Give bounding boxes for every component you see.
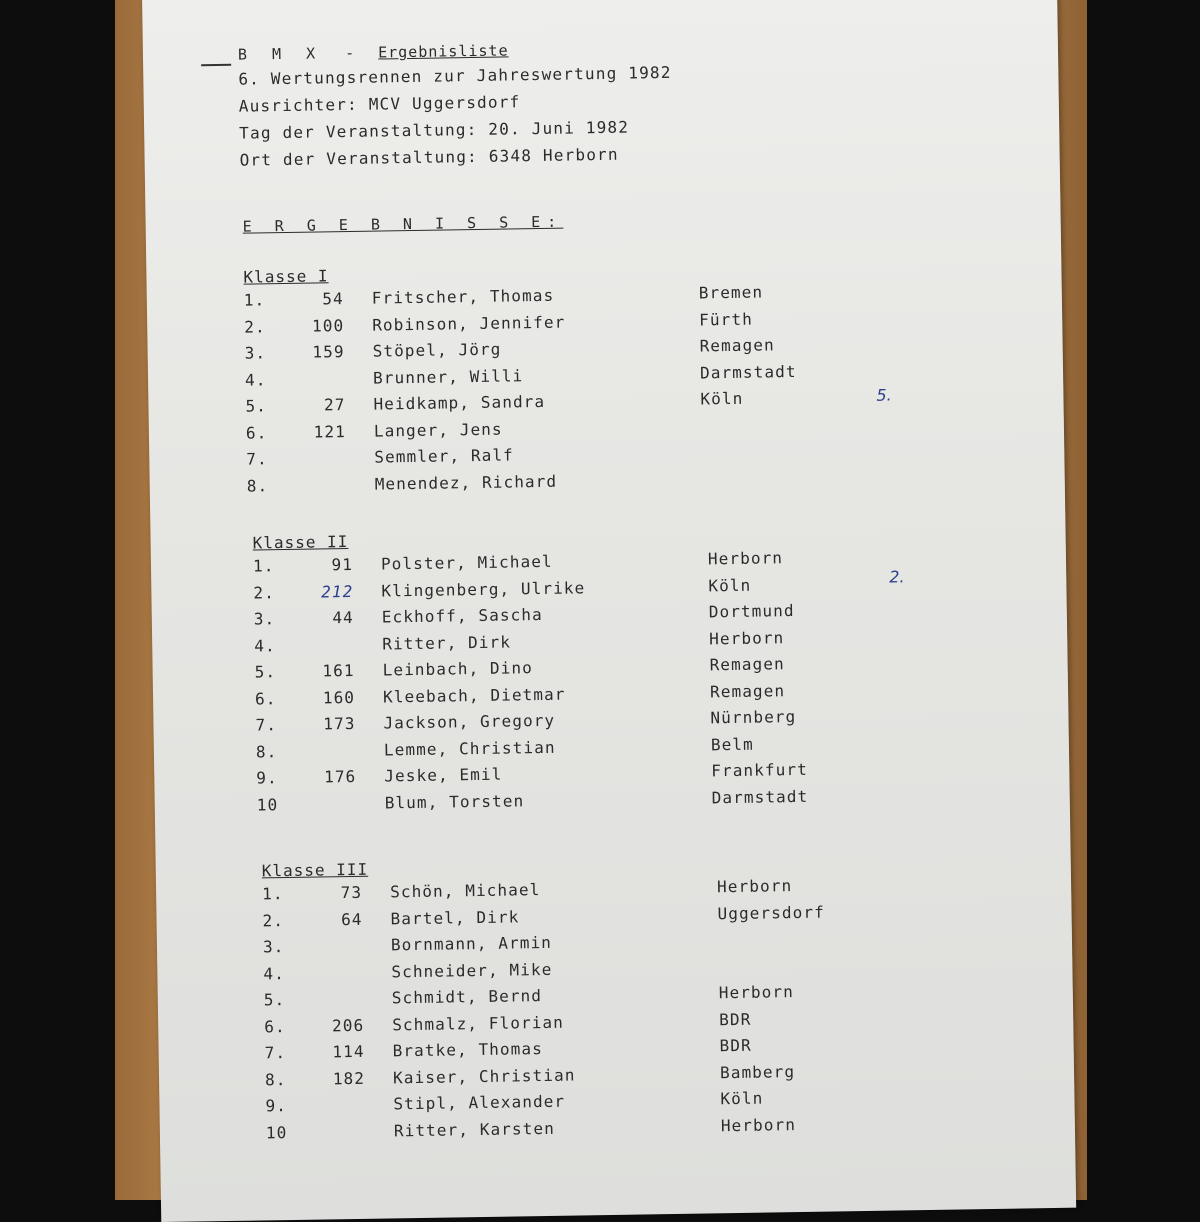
rank-cell: 6. bbox=[254, 688, 277, 708]
rank-cell: 4. bbox=[263, 963, 286, 983]
club-city-cell: BDR bbox=[719, 1009, 752, 1029]
rider-name-cell: Schmidt, Bernd bbox=[391, 986, 543, 1008]
start-number-cell: 73 bbox=[340, 882, 363, 903]
info-line-organizer: Ausrichter: MCV Uggersdorf bbox=[238, 92, 521, 116]
result-row bbox=[256, 759, 809, 795]
result-row bbox=[244, 361, 797, 397]
rider-name-cell: Eckhoff, Sascha bbox=[381, 604, 543, 627]
rider-name-cell: Brunner, Willi bbox=[372, 365, 524, 388]
title-bmx: B M X bbox=[237, 44, 324, 64]
result-row bbox=[246, 445, 514, 476]
result-row bbox=[262, 902, 825, 937]
rank-cell: 8. bbox=[246, 475, 269, 496]
rank-cell: 10 bbox=[265, 1122, 288, 1142]
rider-name-cell: Schneider, Mike bbox=[391, 959, 553, 981]
start-number-cell: 173 bbox=[323, 713, 356, 734]
rank-cell: 1. bbox=[262, 884, 284, 904]
staple-mark bbox=[201, 64, 231, 66]
handwritten-mark: 5. bbox=[876, 385, 892, 405]
rider-name-cell: Polster, Michael bbox=[380, 551, 553, 574]
class-title: Klasse I bbox=[243, 266, 329, 287]
start-number-cell: 176 bbox=[323, 766, 357, 787]
start-number-cell bbox=[328, 1121, 366, 1122]
rider-name-cell: Jackson, Gregory bbox=[383, 710, 556, 733]
rider-name-cell: Lemme, Christian bbox=[383, 737, 556, 759]
rider-name-cell: Bornmann, Armin bbox=[390, 932, 553, 955]
result-row bbox=[264, 1009, 752, 1043]
rider-name-cell: Kaiser, Christian bbox=[392, 1065, 576, 1087]
start-number-cell: 64 bbox=[340, 909, 363, 929]
rank-cell: 3. bbox=[244, 343, 267, 363]
club-city-cell: Remagen bbox=[699, 335, 775, 356]
rider-name-cell: Ritter, Dirk bbox=[382, 631, 512, 653]
class-section-3 bbox=[261, 859, 825, 1150]
club-city-cell: Dortmund bbox=[708, 601, 795, 622]
start-number-cell bbox=[326, 989, 364, 990]
start-number-cell: 159 bbox=[312, 342, 345, 362]
result-row bbox=[255, 706, 797, 742]
rank-cell: 7. bbox=[255, 715, 278, 735]
club-city-cell: Remagen bbox=[709, 654, 785, 675]
result-row bbox=[254, 627, 785, 663]
rank-cell: 8. bbox=[255, 741, 278, 761]
rider-name-cell: Blum, Torsten bbox=[384, 790, 525, 812]
title-dash: - bbox=[344, 43, 357, 63]
club-city-cell: Remagen bbox=[709, 680, 786, 701]
rider-name-cell: Schön, Michael bbox=[389, 880, 541, 902]
rank-cell: 3. bbox=[262, 937, 285, 957]
start-number-cell bbox=[318, 740, 356, 741]
club-city-cell: Köln bbox=[720, 1088, 764, 1109]
result-row bbox=[255, 734, 754, 768]
info-line-date: Tag der Veranstaltung: 20. Juni 1982 bbox=[239, 117, 630, 143]
class-title: Klasse III bbox=[261, 859, 369, 881]
start-number-cell: 54 bbox=[322, 289, 344, 309]
rank-cell: 8. bbox=[264, 1069, 287, 1089]
start-number-cell: 212 bbox=[321, 581, 354, 601]
club-city-cell: Herborn bbox=[720, 1114, 797, 1135]
start-number-cell: 206 bbox=[331, 1015, 365, 1035]
rider-name-cell: Semmler, Ralf bbox=[374, 445, 514, 467]
class-section-1 bbox=[243, 266, 797, 502]
result-row bbox=[244, 309, 754, 344]
sheet-title bbox=[238, 39, 672, 64]
club-city-cell: Köln bbox=[708, 575, 752, 595]
sheet-header bbox=[238, 39, 673, 172]
start-number-cell: 161 bbox=[322, 660, 355, 681]
club-city-cell: Nürnberg bbox=[710, 706, 797, 728]
rank-cell: 5. bbox=[254, 662, 277, 682]
class-rows bbox=[262, 876, 825, 1150]
start-number-cell bbox=[319, 793, 357, 794]
start-number-cell: 182 bbox=[332, 1068, 366, 1088]
club-city-cell: BDR bbox=[719, 1035, 752, 1056]
rider-name-cell: Heidkamp, Sandra bbox=[373, 391, 546, 414]
title-ergebnisliste: Ergebnisliste bbox=[378, 41, 509, 62]
rank-cell: 5. bbox=[263, 990, 286, 1010]
result-row bbox=[243, 282, 764, 317]
rider-name-cell: Schmalz, Florian bbox=[392, 1012, 565, 1034]
club-city-cell: Herborn bbox=[709, 627, 785, 648]
club-city-cell: Köln bbox=[700, 388, 744, 409]
club-city-cell: Frankfurt bbox=[711, 759, 809, 781]
rider-name-cell: Ritter, Karsten bbox=[393, 1118, 556, 1140]
rider-name-cell: Leinbach, Dino bbox=[382, 658, 534, 680]
start-number-cell bbox=[316, 634, 354, 635]
rank-cell: 4. bbox=[244, 369, 267, 390]
rider-name-cell: Kleebach, Dietmar bbox=[382, 684, 566, 706]
rank-cell: 4. bbox=[254, 635, 276, 656]
info-line-event: 6. Wertungsrennen zur Jahreswertung 1982 bbox=[238, 62, 672, 89]
rank-cell: 7. bbox=[264, 1043, 287, 1063]
rank-cell: 7. bbox=[246, 449, 268, 469]
class-rows bbox=[252, 548, 809, 821]
start-number-cell: 160 bbox=[322, 687, 356, 707]
start-number-cell: 27 bbox=[323, 395, 346, 415]
start-number-cell bbox=[308, 448, 346, 449]
start-number-cell: 121 bbox=[313, 421, 347, 442]
rider-name-cell: Bratke, Thomas bbox=[392, 1039, 544, 1061]
start-number-cell bbox=[325, 936, 363, 937]
rank-cell: 2. bbox=[262, 910, 285, 930]
start-number-cell bbox=[309, 475, 347, 476]
start-number-cell bbox=[325, 962, 363, 963]
rider-name-cell: Bartel, Dirk bbox=[390, 906, 520, 928]
result-row bbox=[254, 654, 785, 689]
rider-name-cell: Jeske, Emil bbox=[384, 764, 503, 786]
rider-name-cell: Klingenberg, Ulrike bbox=[381, 577, 586, 600]
club-city-cell: Bamberg bbox=[719, 1061, 796, 1082]
result-row bbox=[265, 1088, 764, 1123]
results-sheet bbox=[142, 0, 1076, 1222]
result-row bbox=[245, 419, 503, 450]
club-city-cell: Fürth bbox=[699, 309, 754, 329]
rider-name-cell: Fritscher, Thomas bbox=[371, 285, 555, 308]
result-row bbox=[264, 1035, 752, 1070]
club-city-cell: Darmstadt bbox=[699, 361, 797, 382]
start-number-cell: 114 bbox=[332, 1041, 365, 1062]
rank-cell: 1. bbox=[252, 556, 275, 576]
result-row bbox=[253, 601, 795, 636]
info-line-location: Ort der Veranstaltung: 6348 Herborn bbox=[239, 144, 619, 170]
start-number-cell bbox=[307, 369, 345, 370]
result-row bbox=[262, 876, 793, 911]
rank-cell: 3. bbox=[253, 609, 276, 629]
rider-name-cell: Stöpel, Jörg bbox=[372, 339, 502, 361]
rank-cell: 9. bbox=[265, 1096, 288, 1116]
class-title: Klasse II bbox=[252, 532, 349, 553]
rank-cell: 2. bbox=[253, 582, 276, 603]
start-number-cell: 91 bbox=[331, 554, 354, 575]
result-row bbox=[245, 388, 744, 423]
rank-cell: 6. bbox=[245, 422, 268, 443]
club-city-cell: Belm bbox=[710, 734, 754, 754]
class-section-2 bbox=[252, 532, 809, 821]
result-row bbox=[254, 680, 786, 715]
class-rows bbox=[243, 282, 797, 502]
result-row bbox=[246, 471, 558, 503]
rank-cell: 5. bbox=[245, 396, 268, 416]
handwritten-mark: 2. bbox=[889, 567, 905, 587]
rank-cell: 1. bbox=[243, 290, 266, 310]
rider-name-cell: Langer, Jens bbox=[373, 419, 503, 441]
rank-cell: 10 bbox=[256, 794, 279, 814]
rider-name-cell: Menendez, Richard bbox=[374, 471, 558, 494]
result-row bbox=[265, 1114, 797, 1149]
start-number-cell: 100 bbox=[311, 315, 345, 336]
rank-cell: 6. bbox=[264, 1016, 286, 1036]
result-row bbox=[263, 982, 795, 1017]
result-row bbox=[264, 1061, 796, 1096]
rider-name-cell: Stipl, Alexander bbox=[393, 1091, 566, 1114]
club-city-cell: Uggersdorf bbox=[717, 902, 825, 923]
results-heading: E R G E B N I S S E: bbox=[242, 212, 564, 236]
result-row bbox=[262, 932, 553, 964]
rank-cell: 9. bbox=[256, 768, 278, 788]
club-city-cell: Darmstadt bbox=[711, 786, 809, 807]
start-number-cell bbox=[327, 1095, 365, 1096]
result-row bbox=[256, 786, 809, 821]
result-row bbox=[263, 959, 553, 990]
club-city-cell: Herborn bbox=[716, 876, 793, 897]
start-number-cell: 44 bbox=[332, 607, 354, 628]
club-city-cell: Bremen bbox=[698, 282, 764, 303]
result-row bbox=[252, 548, 784, 583]
result-row bbox=[244, 335, 775, 370]
rank-cell: 2. bbox=[244, 316, 266, 337]
club-city-cell: Herborn bbox=[718, 982, 795, 1003]
club-city-cell: Herborn bbox=[707, 548, 784, 569]
rider-name-cell: Robinson, Jennifer bbox=[372, 312, 566, 335]
result-row bbox=[253, 575, 752, 610]
